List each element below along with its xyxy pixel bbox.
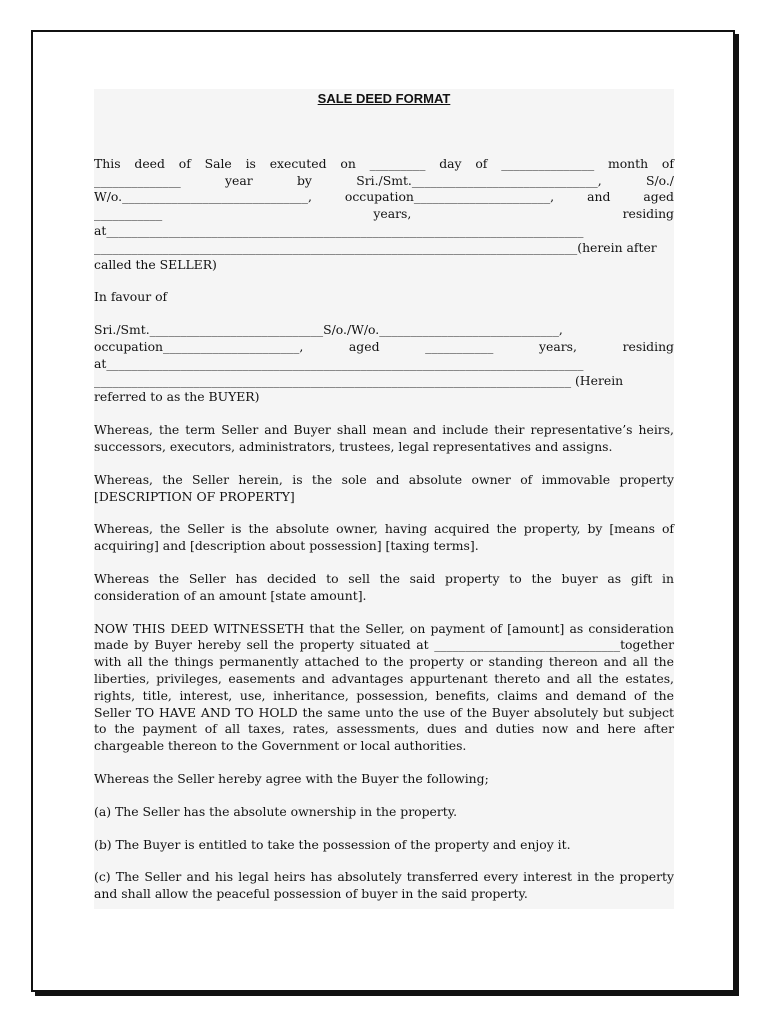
- clause-b: (b) The Buyer is entitled to take the possession of the property and enjoy it.: [94, 836, 571, 852]
- seller-line-1: This deed of Sale is executed on _________ day of _______________ month of: [94, 155, 674, 171]
- buyer-line-2: occupation______________________, aged ___________ years, residing: [94, 338, 674, 354]
- buyer-line-4: _____________________________________________________________________________ (Herein: [94, 372, 624, 388]
- paragraph-agree: Whereas the Seller hereby agree with the Buyer the following;: [94, 770, 489, 786]
- buyer-line-5: referred to as the BUYER): [94, 389, 260, 405]
- seller-line-2: ______________ year by Sri./Smt.______________________________, S/o./: [94, 172, 674, 188]
- seller-line-5: at_____________________________________________________________________________: [94, 222, 584, 238]
- seller-line-4: ___________ years, residing: [94, 206, 674, 222]
- page-title: SALE DEED FORMAT: [317, 91, 451, 106]
- document-page: [31, 30, 735, 992]
- clause-c: (c) The Seller and his legal heirs has absolutely transferred every interest in the property and shall allow the peaceful possession of buyer in the said property.: [94, 869, 674, 902]
- buyer-line-3: at_____________________________________________________________________________: [94, 355, 584, 371]
- document-body: [94, 89, 674, 909]
- seller-line-7: called the SELLER): [94, 256, 217, 272]
- buyer-line-1: Sri./Smt.____________________________S/o./W/o._____________________________,: [94, 322, 563, 338]
- in-favour-text: In favour of: [94, 289, 168, 305]
- buyer-block: [94, 322, 674, 406]
- clause-a: (a) The Seller has the absolute ownership in the property.: [94, 803, 458, 819]
- paragraph-acquired: Whereas, the Seller is the absolute owner, having acquired the property, by [means of acquiring] and [description about possession] [taxing terms].: [94, 521, 674, 554]
- paragraph-witnesseth: NOW THIS DEED WITNESSETH that the Seller, on payment of [amount] as consideration made by Buyer hereby sell the property situated at ______________________________together with all the things permanently attached to the property or standing thereon and all the liberties, privileges, easements and advantages appurtenant thereto and all the estates, rights, title, interest, use, inheritance, possession, benefits, claims and demand of the Seller TO HAVE AND TO HOLD the same unto the use of the Buyer absolutely but subject to the payment of all taxes, rates, assessments, dues and duties now and here after chargeable thereon to the Government or local authorities.: [94, 620, 674, 754]
- paragraph-owner: Whereas, the Seller herein, is the sole and absolute owner of immovable property [DESCRIPTION OF PROPERTY]: [94, 471, 674, 504]
- seller-line-6: ______________________________________________________________________________(herein after: [94, 239, 657, 255]
- paragraph-decided: Whereas the Seller has decided to sell the said property to the buyer as gift in consideration of an amount [state amount].: [94, 570, 674, 603]
- paragraph-heirs: Whereas, the term Seller and Buyer shall mean and include their representative’s heirs, successors, executors, administrators, trustees, legal representatives and assigns.: [94, 422, 674, 454]
- seller-block: [94, 156, 674, 274]
- seller-line-3: W/o.______________________________, occupation______________________, and aged: [94, 189, 674, 205]
